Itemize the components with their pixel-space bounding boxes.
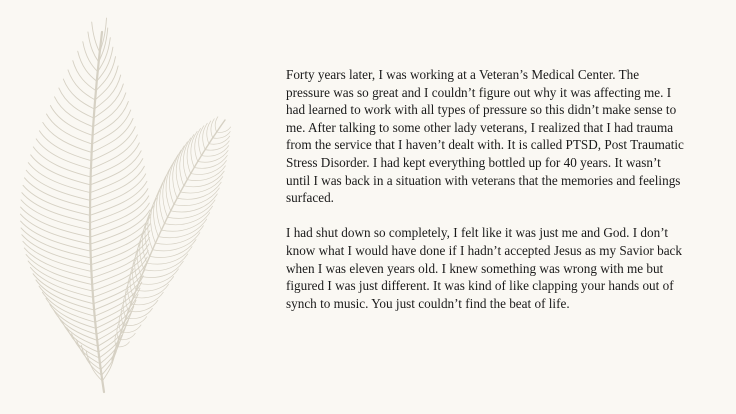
feather-icon bbox=[0, 0, 280, 414]
body-text bbox=[286, 66, 686, 330]
paragraph-2: I had shut down so completely, I felt like it was just me and God. I don’t know what I would have done if I hadn’t accepted Jesus as my Savior back when I was eleven years old. I knew something was wrong with me but figured I was just different. It was kind of like clapping your hands out of synch to music. You just couldn’t find the beat of life. bbox=[286, 225, 683, 311]
paragraph-1: Forty years later, I was working at a Veteran’s Medical Center. The pressure was so great and I couldn’t figure out why it was affecting me. I had learned to work with all types of pressure so this didn’t make sense to me. After talking to some other lady veterans, I realized that I had trauma from the service that I haven’t dealt with. It is called PTSD, Post Traumatic Stress Disorder. I had kept everything bottled up for 40 years. It wasn’t until I was back in a situation with veterans that the memories and feelings surfaced. bbox=[286, 67, 684, 206]
